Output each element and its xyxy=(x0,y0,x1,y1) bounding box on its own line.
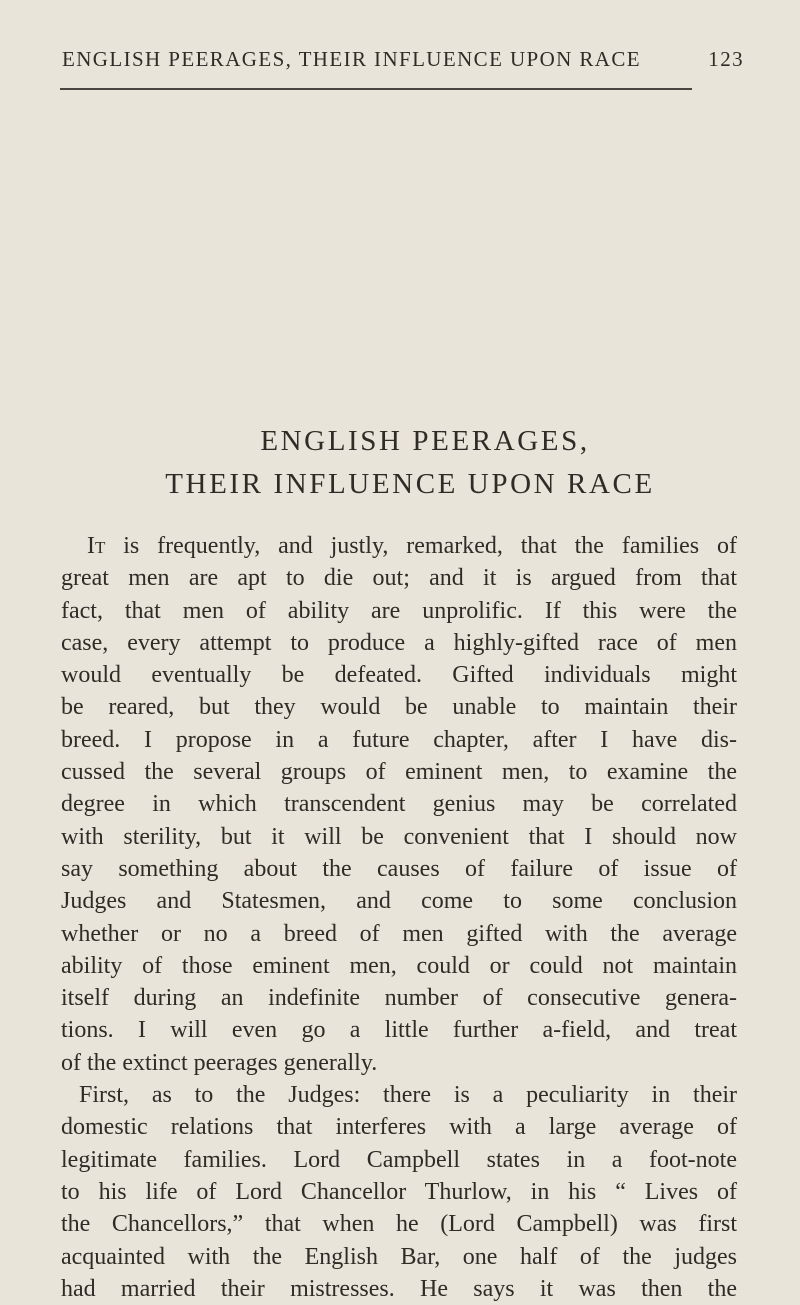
text-line: would eventually be defeated. Gifted individuals might xyxy=(61,662,737,689)
text-line: say something about the causes of failure of issue of xyxy=(61,855,737,882)
running-head-title: ENGLISH PEERAGES, THEIR INFLUENCE UPON RACE xyxy=(62,47,641,71)
text-line: case, every attempt to produce a highly-gifted race of men xyxy=(61,629,737,656)
text-line: had married their mistresses. He says it was then the xyxy=(61,1275,737,1302)
text-line: of the extinct peerages generally. xyxy=(61,1049,378,1076)
text-line: degree in which transcendent genius may be correlated xyxy=(61,791,737,818)
text-line: breed. I propose in a future chapter, after I have dis- xyxy=(61,726,737,753)
page-number: 123 xyxy=(708,47,744,71)
text-line: domestic relations that interferes with a large average of xyxy=(61,1114,737,1141)
text-line: with sterility, but it will be convenient that I should now xyxy=(61,823,737,850)
text-line: to his life of Lord Chancellor Thurlow, in his “ Lives of xyxy=(61,1178,737,1205)
text-line: the Chancellors,” that when he (Lord Campbell) was first xyxy=(61,1211,737,1238)
text-line: acquainted with the English Bar, one half of the judges xyxy=(61,1243,737,1270)
text-line: cussed the several groups of eminent men, to examine the xyxy=(61,759,737,786)
text-line: fact, that men of ability are unprolific. If this were the xyxy=(61,597,737,624)
body-text xyxy=(61,530,737,1305)
opening-word: It xyxy=(87,533,106,559)
chapter-title-line-1: ENGLISH PEERAGES, xyxy=(260,425,590,457)
text-line: itself during an indefinite number of consecutive genera- xyxy=(61,985,737,1012)
text-line xyxy=(61,530,737,562)
text-line-content: is frequently, and justly, remarked, that the families of xyxy=(105,533,737,559)
text-line: ability of those eminent men, could or could not maintain xyxy=(61,952,737,979)
header-rule xyxy=(60,88,692,90)
chapter-title-line-2: THEIR INFLUENCE UPON RACE xyxy=(165,468,655,500)
text-line: Judges and Statesmen, and come to some conclusion xyxy=(61,888,737,915)
paragraph-1 xyxy=(61,530,737,1079)
paragraph-2 xyxy=(61,1079,737,1305)
text-line: be reared, but they would be unable to maintain their xyxy=(61,694,737,721)
text-line: tions. I will even go a little further a-field, and treat xyxy=(61,1017,737,1044)
text-line: First, as to the Judges: there is a peculiarity in their xyxy=(79,1082,737,1109)
text-line: great men are apt to die out; and it is argued from that xyxy=(61,565,737,592)
text-line: legitimate families. Lord Campbell states in a foot-note xyxy=(61,1146,737,1173)
text-line: whether or no a breed of men gifted with the average xyxy=(61,920,737,947)
